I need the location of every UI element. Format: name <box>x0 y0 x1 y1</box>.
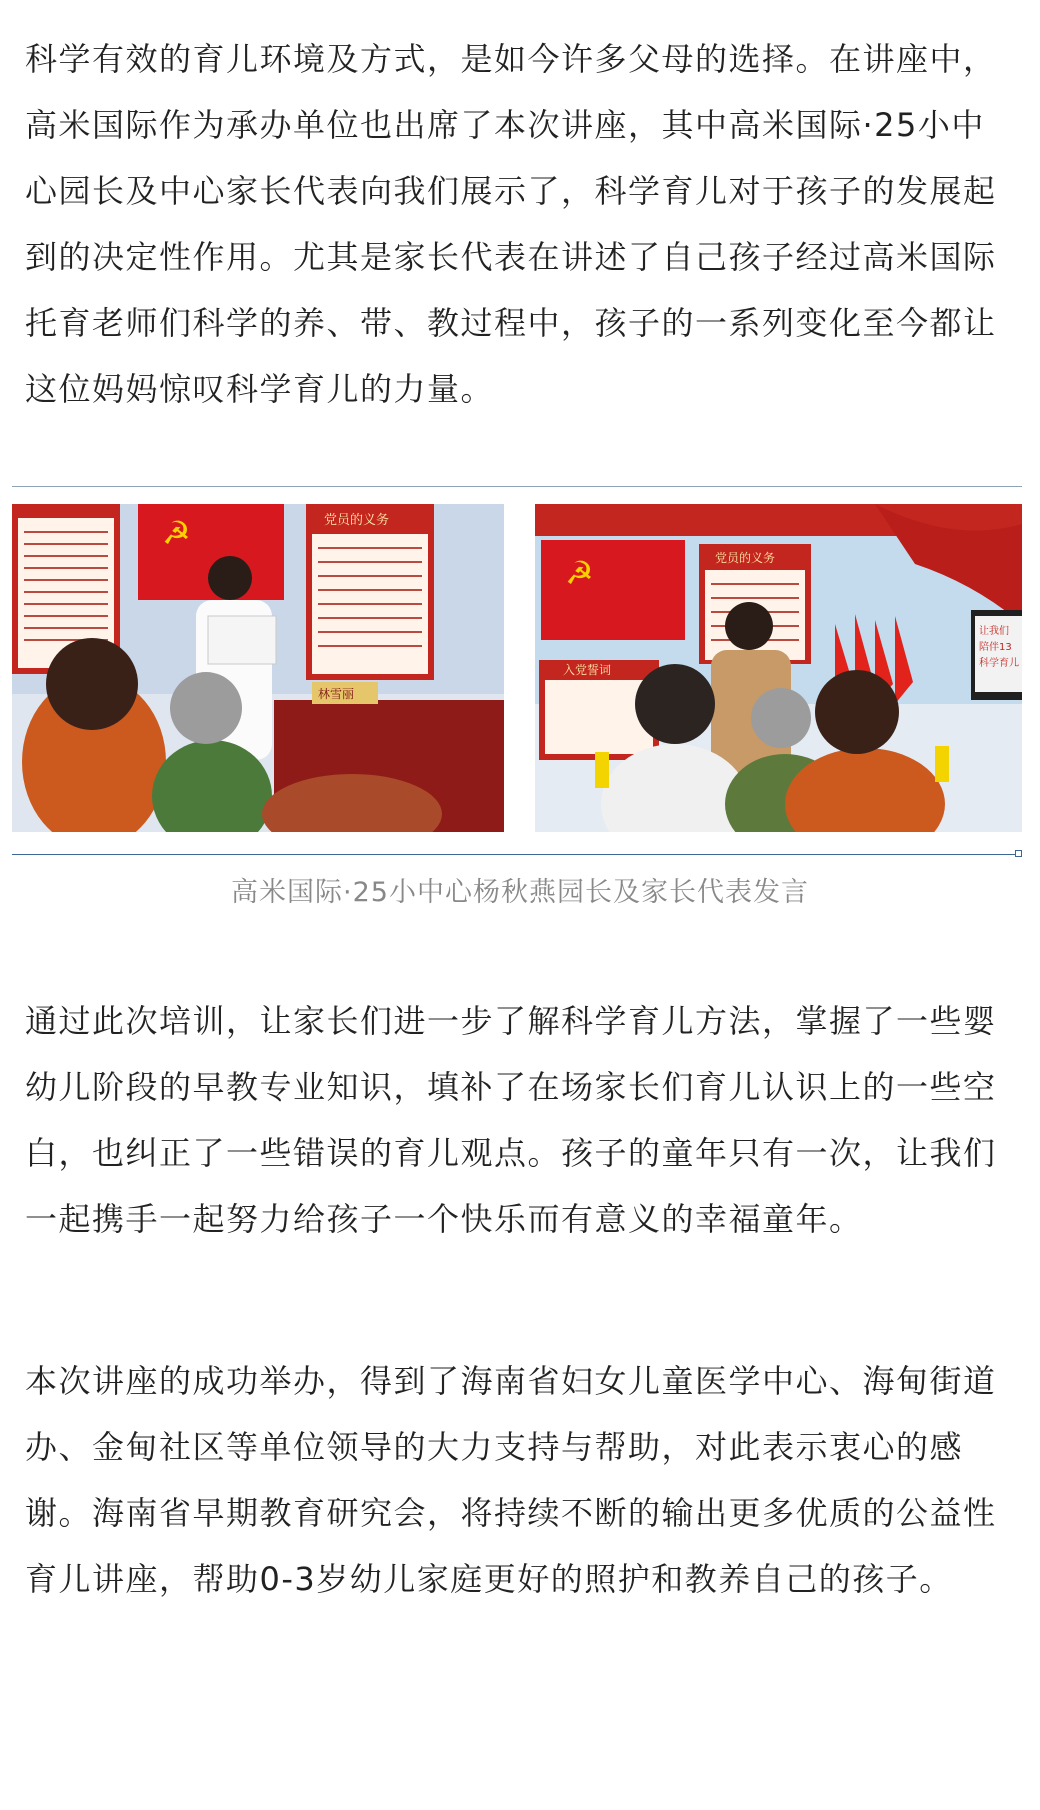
svg-text:☭: ☭ <box>565 554 594 592</box>
screen-line: 科学育儿 <box>979 658 1019 669</box>
article-paragraph: 本次讲座的成功举办，得到了海南省妇女儿童医学中心、海甸街道办、金甸社区等单位领导的大力支持与帮助，对此表示衷心的感谢。海南省早期教育研究会，将持续不断的输出更多优质的公益性育儿讲座，帮助0-3岁幼儿家庭更好的照护和教养自己的孩子。 <box>25 1362 997 1598</box>
article-paragraph: 通过此次培训，让家长们进一步了解科学育儿方法，掌握了一些婴幼儿阶段的早教专业知识，填补了在场家长们育儿认识上的一些空白，也纠正了一些错误的育儿观点。孩子的童年只有一次，让我们一起携手一起努力给孩子一个快乐而有意义的幸福童年。 <box>25 1002 997 1238</box>
photo-caption: 高米国际·25小中心杨秋燕园长及家长代表发言 <box>231 877 809 908</box>
resize-handle[interactable] <box>1015 850 1022 857</box>
name-card: 林雪丽 <box>318 687 355 701</box>
article-paragraph: 科学有效的育儿环境及方式，是如今许多父母的选择。在讲座中，高米国际作为承办单位也出席了本次讲座，其中高米国际·25小中心园长及中心家长代表向我们展示了，科学育儿对于孩子的发展起到的决定性作用。尤其是家长代表在讲述了自己孩子经过高米国际托育老师们科学的养、带、教过程中，孩子的一系列变化至今都让这位妈妈惊叹科学育儿的力量。 <box>25 40 997 408</box>
screen-line: 陪伴13 <box>979 642 1012 653</box>
svg-text:☭: ☭ <box>162 514 191 552</box>
photo-group <box>12 486 1022 858</box>
board-title: 党员的义务 <box>324 513 390 528</box>
screen-line: 让我们 <box>979 626 1009 637</box>
lecture-photo-left <box>12 504 504 832</box>
divider <box>12 854 1016 855</box>
board-title: 党员的义务 <box>715 551 776 565</box>
panel-label: 入党誓词 <box>563 663 612 677</box>
divider <box>12 486 1022 487</box>
lecture-photo-right <box>535 504 1022 832</box>
